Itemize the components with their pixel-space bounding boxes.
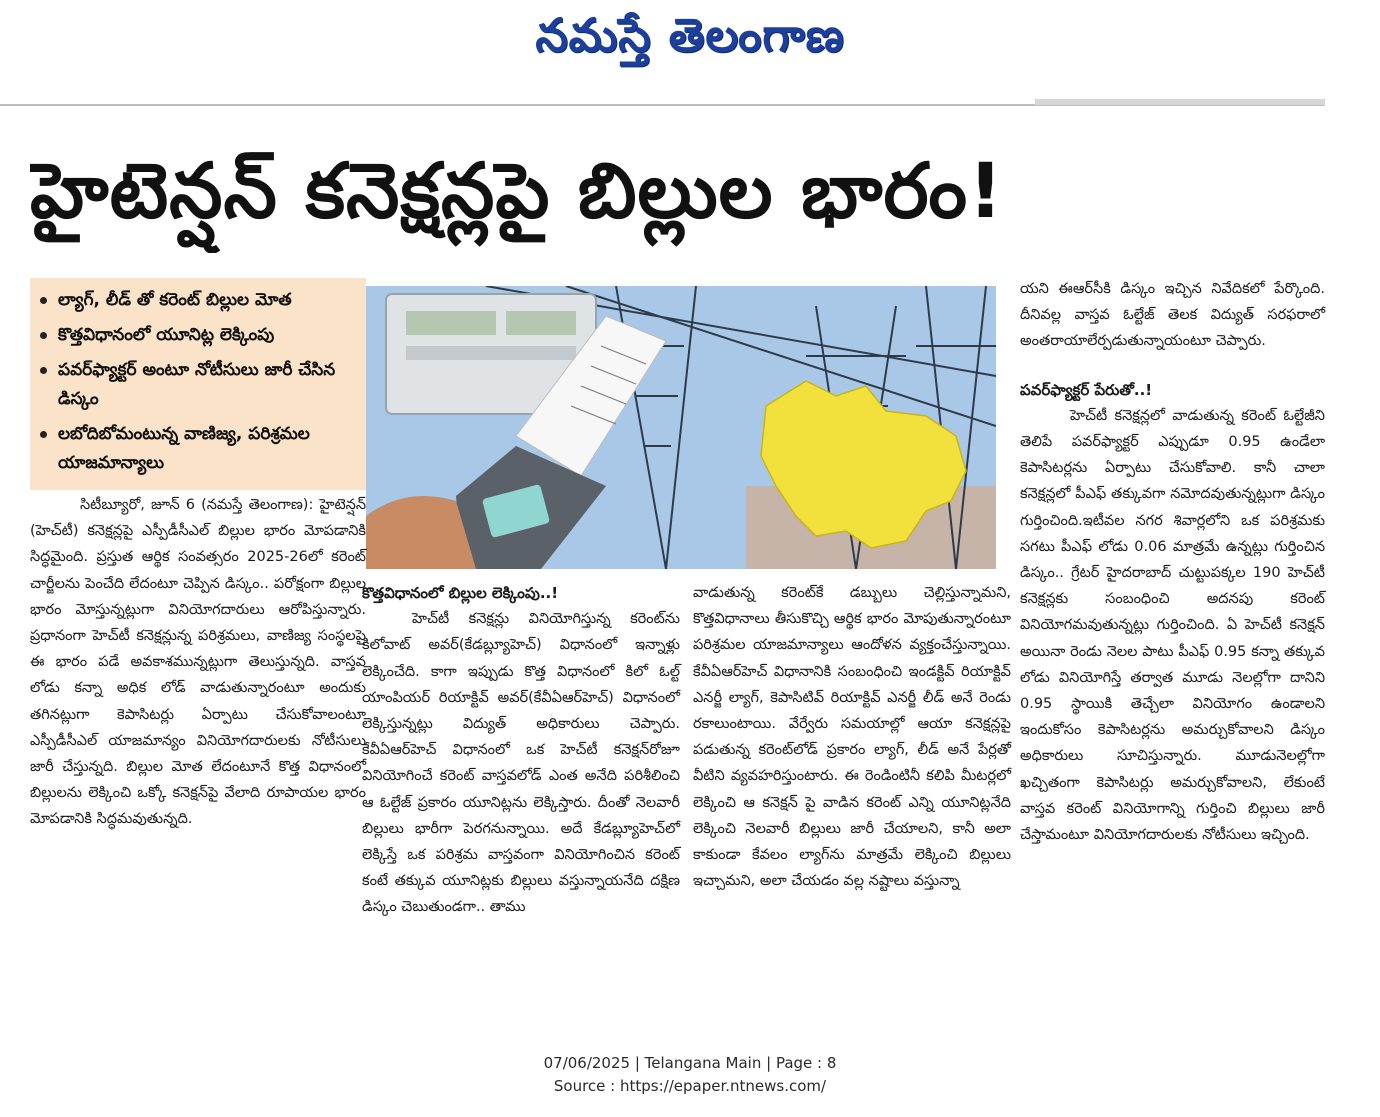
bullet-icon <box>40 332 47 339</box>
source-line: Source : https://epaper.ntnews.com/ <box>553 1077 827 1095</box>
masthead <box>0 0 1380 78</box>
article-photo <box>366 286 996 569</box>
highlight-item: ల్యాగ్, లీడ్ తో కరెంట్ బిల్లుల మోత <box>40 286 360 315</box>
edition-info: 07/06/2025 | Telangana Main | Page : 8 <box>543 1054 837 1072</box>
masthead-divider-accent <box>1035 99 1325 105</box>
bullet-icon <box>40 431 47 438</box>
article-column-4 <box>1020 276 1325 848</box>
photo-illustration <box>366 286 996 569</box>
highlight-item: లబోదిబోమంటున్న వాణిజ్య, పరిశ్రమల యాజమాన్యాలు <box>40 420 360 478</box>
bullet-icon <box>40 367 47 374</box>
highlight-item: పవర్‌ఫ్యాక్టర్ అంటూ నోటీసులు జారీ చేసిన డిస్కం <box>40 356 360 414</box>
article-column-1 <box>30 492 366 833</box>
newspaper-logo: నమస్తే తెలంగాణ <box>535 8 845 62</box>
article-paragraph: హెచ్‌టీ కనెక్షన్లు వినియోగిస్తున్న కరెంట్‌ను కిలోవాట్ అవర్(కేడబ్ల్యూహెచ్) విధానంలో ఇన్నాళ్లు లెక్కించేది. కాగా ఇప్పుడు కొత్త విధానంలో కిలో ఓల్ట్ యాంపియర్ రియాక్టివ్ అవర్(కేవీఏఆర్‌హెచ్) విధానంలో లెక్కిస్తున్నట్లు విద్యుత్ అధికారులు చెప్పారు. కేవీఏఆర్‌హెచ్ విధానంలో ఒక హెచ్‌టీ కనెక్షన్‌రోజూ వినియోగించే కరెంట్ వాస్తవలోడ్ ఎంత అనేది పరిశీలించి ఆ ఓల్టేజ్ ప్రకారం యూనిట్లను లెక్కిస్తారు. దీంతో నెలవారీ బిల్లులు భారీగా పెరగనున్నాయి. అదే కేడబ్ల్యూహెచ్‌లో లెక్కిస్తే ఒక పరిశ్రమ వాస్తవంగా వినియోగించిన కరెంట్ కంటే తక్కువ యూనిట్లకు బిల్లులు వస్తున్నాయనేది దక్షిణ డిస్కం చెబుతుండగా.. తాము <box>362 611 680 916</box>
page-footer <box>0 1052 1380 1098</box>
article-paragraph: హెచ్‌టీ కనెక్షన్లలో వాడుతున్న కరెంట్ ఓల్టేజీని తెలిపే పవర్‌ఫ్యాక్టర్ ఎప్పుడూ 0.95 ఉండేలా కెపాసిటర్లను ఏర్పాటు చేసుకోవాలి. కానీ చాలా కనెక్షన్లలో పీఎఫ్ తక్కువగా నమోదవుతున్నట్లుగా డిస్కం గుర్తించింది.ఇటీవల నగర శివార్లలోని ఒక పరిశ్రమకు సగటు పీఎఫ్ లోడు 0.06 మాత్రమే ఉన్నట్లు గుర్తించిన డిస్కం.. గ్రేటర్ హైదరాబాద్ చుట్టుపక్కల 190 హెచ్‌టీ కనెక్షన్లకు సంబంధించి అదనపు కరెంట్ వినియోగమవుతున్నట్లు గుర్తించింది. ఏ హెచ్‌టీ కనెక్షన్ అయినా రెండు నెలల పాటు పీఎఫ్ 0.95 కన్నా తక్కువ లోడు వినియోగిస్తే తర్వాత మూడు నెలల్లోగా దానిని 0.95 స్థాయికి తెచ్చేలా వినియోగం ఉండాలని ఇందుకోసం కెపాసిటర్లను అమర్చుకోవాలని డిస్కం అధికారులు సూచిస్తున్నారు. మూడునెలల్లోగా ఖచ్చితంగా కెపాసిటర్లు అమర్చుకోవాలని, లేకుంటే వాస్తవ కరెంట్ వినియోగాన్ని గుర్తించి బిల్లులు జారీ చేస్తామంటూ వినియోగదారులకు నోటీసులు ఇచ్చింది. <box>1020 407 1325 844</box>
bullet-icon <box>40 297 47 304</box>
article-paragraph: వాడుతున్న కరెంట్‌కే డబ్బులు చెల్లిస్తున్నామని, కొత్తవిధానాలు తీసుకొచ్చి ఆర్థిక భారం మోపుతున్నారంటూ పరిశ్రమల యాజమాన్యాలు ఆందోళన వ్యక్తంచేస్తున్నాయి. కేవీఏఆర్‌హెచ్ విధానానికి సంబంధించి ఇండక్టివ్ రియాక్టివ్ ఎనర్జీ ల్యాగ్, కెపాసిటివ్ రియాక్టివ్ ఎనర్జీ లీడ్ అనే రెండు రకాలుంటాయి. వేర్వేరు సమయాల్లో ఆయా కనెక్షన్లపై పడుతున్న కరెంట్‌లోడ్ ప్రకారం ల్యాగ్, లీడ్ అనే పేర్లతో వీటిని వ్యవహరిస్తుంటారు. ఈ రెండింటినీ కలిపి మీటర్లలో లెక్కించి ఆ కనెక్షన్ పై వాడిన కరెంట్ ఎన్ని యూనిట్లనేది లెక్కించి నెలవారీ బిల్లులు జారీ చేయాలని, కానీ అలా కాకుండా కేవలం ల్యాగ్‌ను మాత్రమే లెక్కించి బిల్లులు ఇచ్చామని, అలా చేయడం వల్ల నష్టాలు వస్తున్నా <box>693 585 1011 890</box>
highlights-box <box>30 278 366 490</box>
highlight-item: కొత్తవిధానంలో యూనిట్ల లెక్కింపు <box>40 321 360 350</box>
section-subhead: కొత్తవిధానంలో బిల్లుల లెక్కింపు..! <box>362 584 559 602</box>
article-column-2 <box>362 580 680 921</box>
article-paragraph: సిటీబ్యూరో, జూన్ 6 (నమస్తే తెలంగాణ): హైటెన్షన్ (హెచ్‌టీ) కనెక్షన్లపై ఎస్పీడీసీఎల్ బిల్లుల భారం మోపడానికి సిద్ధమైంది. ప్రస్తుత ఆర్థిక సంవత్సరం 2025-26లో కరెంట్ చార్జీలను పెంచేది లేదంటూ చెప్పిన డిస్కం.. పరోక్షంగా బిల్లుల భారం మోస్తున్నట్లుగా వినియోగదారులు ఆరోపిస్తున్నారు. ప్రధానంగా హెచ్‌టీ కనెక్షన్లున్న పరిశ్రమలు, వాణిజ్య సంస్థలపై ఈ భారం పడే అవకాశమున్నట్లుగా తెలుస్తున్నది. వాస్తవ లోడు కన్నా అధిక లోడ్ వాడుతున్నారంటూ అందుకు తగినట్లుగా కెపాసిటర్లు ఏర్పాటు చేసుకోవాలంటూ ఎస్పీడీసీఎల్ యాజమాన్యం వినియోగదారులకు నోటీసులు జారీ చేస్తున్నది. బిల్లుల మోత లేదంటూనే కొత్త విధానంలో బిల్లులను లెక్కించి ఒక్కో కనెక్షన్‌పై వేలాది రూపాయల భారం మోపడానికి సిద్ధమవుతున్నది. <box>30 497 366 828</box>
article-column-3 <box>693 580 1011 894</box>
article-headline: హైటెన్షన్ కనెక్షన్లపై బిల్లుల భారం! <box>30 146 1004 235</box>
article-paragraph: యని ఈఆర్‌సీకి డిస్కం ఇచ్చిన నివేదికలో పేర్కొంది. దీనివల్ల వాస్తవ ఓల్టేజ్ తెలక విద్యుత్ సరఫరాలో అంతరాయాలేర్పడుతున్నాయంటూ చెప్పారు. <box>1020 281 1325 350</box>
section-subhead: పవర్‌ఫ్యాక్టర్ పేరుతో..! <box>1020 380 1153 399</box>
